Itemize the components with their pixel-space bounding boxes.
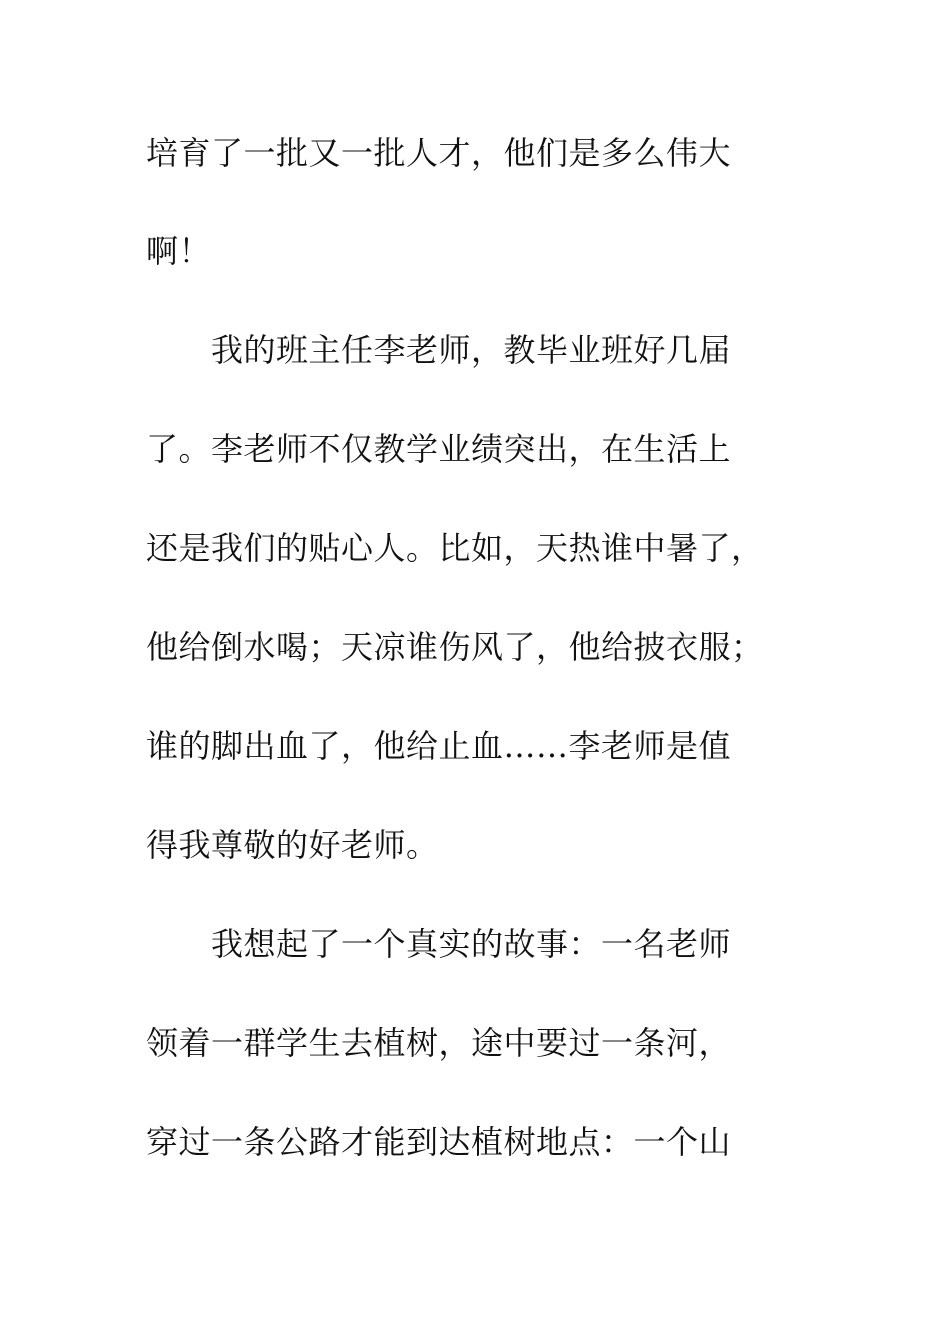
text-line: 穿过一条公路才能到达植树地点：一个山 <box>146 1123 732 1161</box>
paragraph-start-line: 我的班主任李老师，教毕业班好几届 <box>146 331 732 369</box>
text-line: 领着一群学生去植树，途中要过一条河， <box>146 1024 732 1062</box>
text-line: 他给倒水喝；天凉谁伤风了，他给披衣服； <box>146 628 764 666</box>
text-line: 还是我们的贴心人。比如，天热谁中暑了， <box>146 529 764 567</box>
text-line: 了。李老师不仅教学业绩突出，在生活上 <box>146 430 732 468</box>
text-line: 谁的脚出血了，他给止血……李老师是值 <box>146 727 732 765</box>
text-line: 得我尊敬的好老师。 <box>146 826 439 864</box>
paragraph-start-line: 我想起了一个真实的故事：一名老师 <box>146 925 732 963</box>
text-line: 培育了一批又一批人才，他们是多么伟大 <box>146 134 732 172</box>
text-line: 啊！ <box>146 232 212 270</box>
